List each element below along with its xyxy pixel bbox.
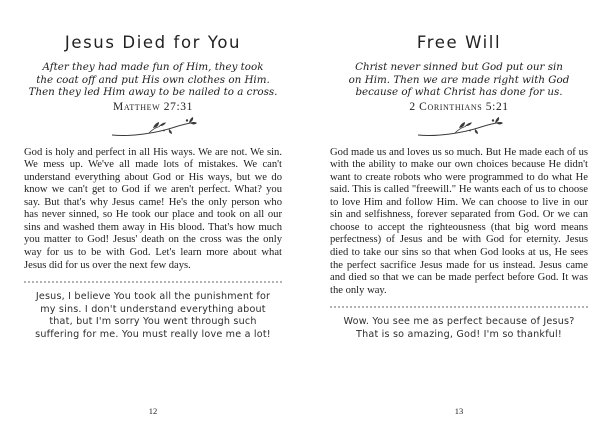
branch-twig-icon: [415, 116, 503, 142]
branch-twig-icon: [109, 116, 197, 142]
dotted-divider: [24, 281, 282, 283]
scripture-reference: Matthew 27:31: [113, 100, 193, 113]
page-number: 12: [148, 406, 158, 416]
body-text: God made us and loves us so much. But He made each of us with the ability to make our own choices because He didn't want to create robots who were programmed to do what He said. This is called "freewill." He wants each of us to choose to love Him and follow Him. We can choose to live in our sin and selfishness, forever separated from God. Or we can choose to accept the righteousness (that big word means perfectness) of Jesus and be with God for eternity. Jesus died to take our sins so that when God looks at us, He sees the perfect sacrifice Jesus made for us instead. Jesus came and died so that we can be made perfect before God. It was the only way.: [330, 146, 588, 296]
scripture-reference: 2 Corinthians 5:21: [409, 100, 509, 113]
page-title: Free Will: [416, 33, 502, 52]
page-number: 13: [454, 406, 464, 416]
page-title: Jesus Died for You: [64, 33, 242, 52]
prayer-text: Wow. You see me as perfect because of Jesus? That is so amazing, God! I'm so thankful!: [343, 316, 575, 340]
scripture-quote: Christ never sinned but God put our sin on Him. Then we are made right with God because of what Christ has done for us.: [348, 61, 570, 99]
dotted-divider: [330, 306, 588, 308]
scripture-quote: After they had made fun of Him, they took the coat off and put His own clothes on Him. Then they led Him away to be nailed to a cross.: [28, 61, 278, 99]
section-ornament: [24, 116, 282, 142]
prayer-text: Jesus, I believe You took all the punishment for my sins. I don't understand everything about that, but I'm sorry You went through such suffering for me. You must really love me a lot!: [35, 291, 271, 340]
page-right: [306, 0, 612, 432]
body-text: God is holy and perfect in all His ways. We are not. We sin. We mess up. We've all made lots of mistakes. We can't understand everything about God or His ways, but we do know we can't get to God if we aren't perfect. What? you say. But that's why Jesus came! He's the only person who has never sinned, so He took our place and took on all our sins and washed them away in His blood. That's how much you matter to God! Jesus' death on the cross was the only way for us to be with God. Let's learn more about what Jesus did for us over the next few days.: [24, 146, 282, 271]
section-ornament: [330, 116, 588, 142]
